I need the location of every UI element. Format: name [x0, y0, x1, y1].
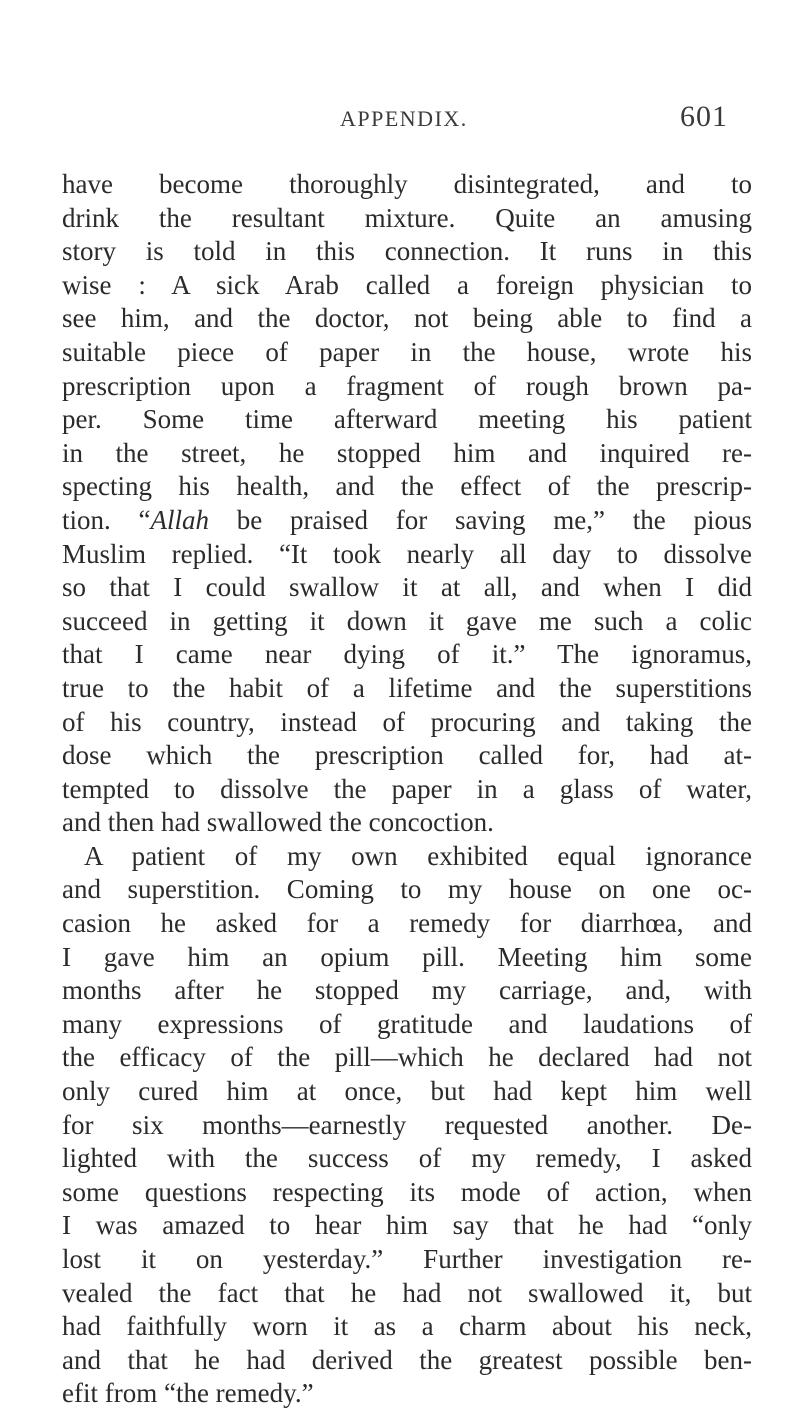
text-line: for six months—earnestly requested another. De-	[62, 1109, 752, 1140]
italic-word: Allah	[150, 504, 210, 535]
text-line: of his country, instead of procuring and taking the	[62, 706, 752, 737]
running-head	[340, 100, 728, 140]
text-line: that I came near dying of it.” The ignoramus,	[62, 639, 752, 670]
paragraph-end-line: efit from “the remedy.”	[62, 1378, 314, 1409]
text-line: true to the habit of a lifetime and the superstitions	[62, 672, 752, 703]
text-line: lighted with the success of my remedy, I asked	[62, 1143, 752, 1174]
text-line: and superstition. Coming to my house on one oc-	[62, 874, 752, 905]
text-line: some questions respecting its mode of action, when	[62, 1176, 752, 1207]
paragraph-end-line: and then had swallowed the concoction.	[62, 807, 494, 838]
text-line: and that he had derived the greatest possible ben-	[62, 1344, 752, 1375]
text-line: so that I could swallow it at all, and when I did	[62, 572, 752, 603]
text-line: I was amazed to hear him say that he had “only	[62, 1210, 752, 1241]
text-line: see him, and the doctor, not being able to find a	[62, 303, 752, 334]
text-line: specting his health, and the effect of the prescrip-	[62, 471, 752, 502]
body-text	[62, 168, 752, 1411]
text-line: tion. “Allah be praised for saving me,” the pious	[62, 504, 753, 535]
text-line: story is told in this connection. It runs in this	[62, 236, 752, 267]
paragraph-start-line: A patient of my own exhibited equal ignorance	[84, 840, 752, 871]
text-line: the efficacy of the pill—which he declared had not	[62, 1042, 752, 1073]
text-line: casion he asked for a remedy for diarrhœa, and	[62, 908, 752, 939]
text-line: I gave him an opium pill. Meeting him some	[62, 941, 752, 972]
text-line: wise : A sick Arab called a foreign physician to	[62, 269, 752, 300]
page-number: 601	[680, 100, 728, 133]
text-line: months after he stopped my carriage, and, with	[62, 975, 752, 1006]
running-title: APPENDIX.	[340, 106, 468, 131]
text-line: prescription upon a fragment of rough brown pa-	[62, 370, 752, 401]
text-line: dose which the prescription called for, had at-	[62, 740, 752, 771]
text-line: have become thoroughly disintegrated, and to	[62, 169, 752, 199]
text-line: lost it on yesterday.” Further investigation re-	[62, 1244, 752, 1274]
text-line: succeed in getting it down it gave me such a colic	[62, 605, 752, 636]
text-line: drink the resultant mixture. Quite an amusing	[62, 202, 752, 233]
text-line: tempted to dissolve the paper in a glass of water,	[62, 773, 752, 804]
text-line: per. Some time afterward meeting his patient	[62, 404, 752, 435]
text-line: vealed the fact that he had not swallowed it, but	[62, 1277, 752, 1308]
text-line: suitable piece of paper in the house, wrote his	[62, 336, 752, 367]
text-line: many expressions of gratitude and laudations of	[62, 1008, 752, 1039]
text-line: in the street, he stopped him and inquired re-	[62, 437, 752, 468]
text-line: had faithfully worn it as a charm about his neck,	[62, 1311, 752, 1342]
text-line: only cured him at once, but had kept him well	[62, 1076, 752, 1107]
text-line: Muslim replied. “It took nearly all day to dissolve	[62, 538, 752, 569]
